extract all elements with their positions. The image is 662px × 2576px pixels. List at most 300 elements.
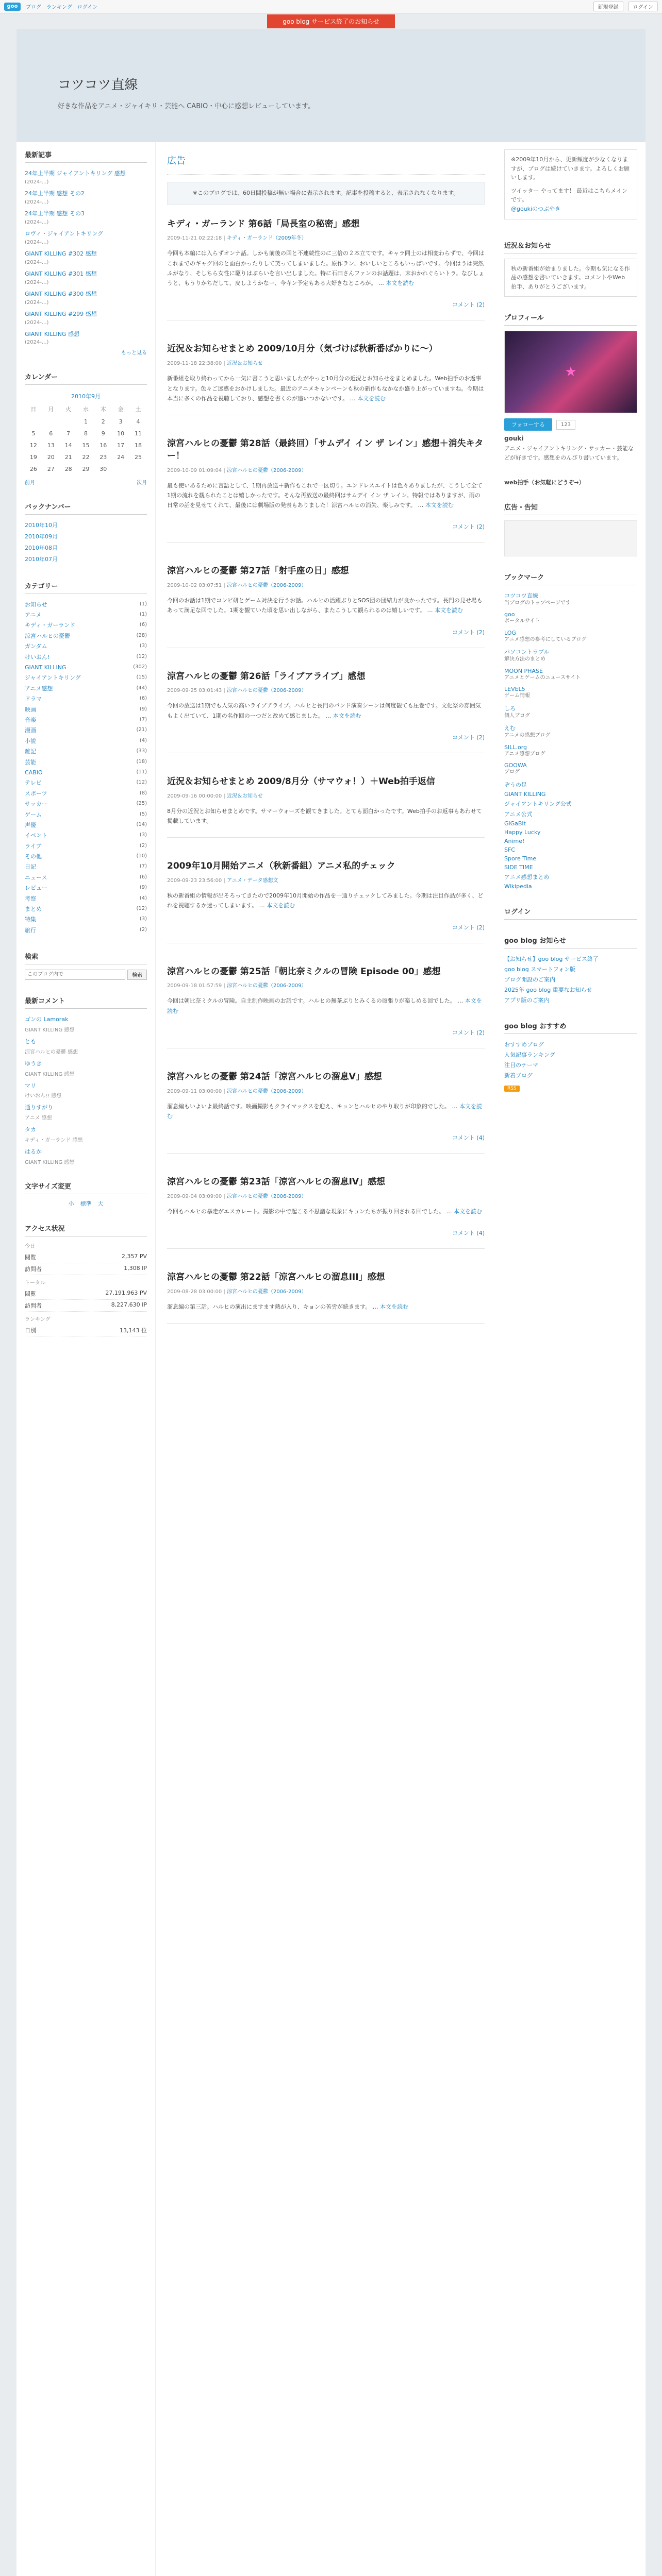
calendar-day[interactable]: 5 bbox=[31, 430, 36, 437]
post-category[interactable]: 涼宮ハルヒの憂鬱（2006-2009） bbox=[226, 1289, 307, 1295]
category-link[interactable]: 雑記 bbox=[25, 748, 36, 755]
calendar-day[interactable]: 4 bbox=[136, 418, 140, 426]
post-meta: 2009-09-25 03:01:43 | 涼宮ハルヒの憂鬱（2006-2009） bbox=[167, 688, 307, 694]
fontsize-large[interactable]: 大 bbox=[97, 1200, 104, 1208]
category-link[interactable]: アニメ感想 bbox=[25, 685, 53, 692]
post-meta: 2009-09-04 03:09:00 | 涼宮ハルヒの憂鬱（2006-2009） bbox=[167, 1193, 307, 1199]
service-end-banner[interactable]: goo blog サービス終了のお知らせ bbox=[267, 14, 394, 28]
category-link[interactable]: 考察 bbox=[25, 895, 36, 902]
post-date: 2009-11-21 02:22:18 bbox=[167, 235, 222, 242]
category-item bbox=[25, 925, 147, 935]
bookmark-link[interactable]: MOON PHASE bbox=[504, 667, 543, 674]
goo-news-link[interactable]: 【お知らせ】goo blog サービス終了 bbox=[504, 955, 599, 962]
category-link[interactable]: テレビ bbox=[25, 779, 42, 787]
bookmark-link[interactable]: goo bbox=[504, 611, 515, 618]
sidebar-link[interactable]: GiGaBit bbox=[504, 820, 526, 827]
goo-reco-link[interactable]: 人気記事ランキング bbox=[504, 1051, 555, 1058]
post-entry bbox=[167, 1071, 485, 1154]
goo-reco-link[interactable]: おすすめブログ bbox=[504, 1041, 544, 1048]
goo-reco-link[interactable]: 注目のテーマ bbox=[504, 1061, 538, 1069]
read-more-link[interactable]: 本文を読む bbox=[333, 712, 361, 719]
sidebar-link[interactable]: Wikipedia bbox=[504, 883, 532, 890]
category-item bbox=[25, 747, 147, 757]
category-link[interactable]: 特集 bbox=[25, 916, 36, 923]
bookmark-link[interactable]: パソコントラブル bbox=[504, 649, 550, 656]
category-link[interactable]: 映画 bbox=[25, 706, 36, 713]
category-link[interactable]: サッカー bbox=[25, 801, 47, 808]
category-link[interactable]: GIANT KILLING bbox=[25, 664, 67, 671]
calendar-day[interactable]: 8 bbox=[84, 430, 88, 437]
login-section bbox=[504, 906, 637, 920]
post-entry bbox=[167, 671, 485, 753]
category-count: (1) bbox=[139, 601, 147, 607]
calendar-title: カレンダー bbox=[25, 371, 147, 385]
category-count: (28) bbox=[136, 632, 147, 638]
calendar-day[interactable]: 3 bbox=[119, 418, 123, 426]
search-button[interactable]: 検索 bbox=[127, 970, 147, 980]
bookmark-link[interactable]: LEVEL5 bbox=[504, 686, 525, 693]
bookmark-link[interactable]: しろ bbox=[504, 705, 516, 712]
access-row: 閲覧 27,191,963 PV bbox=[25, 1288, 147, 1300]
post-category[interactable]: キディ・ガーランド（2009年冬） bbox=[226, 235, 307, 242]
category-link[interactable]: 旅行 bbox=[25, 926, 36, 934]
read-more-link[interactable]: 本文を読む bbox=[454, 1208, 483, 1215]
category-link[interactable]: 小説 bbox=[25, 737, 36, 744]
post-date: 2009-09-16 00:00:00 bbox=[167, 793, 222, 799]
goo-reco-title: goo blog おすすめ bbox=[504, 1021, 637, 1034]
post-date: 2009-08-28 03:00:00 bbox=[167, 1289, 222, 1295]
bookmark-desc: アニメ感想ブログ bbox=[504, 751, 545, 757]
near-section bbox=[504, 240, 637, 297]
recent-post-date: (2024-...) bbox=[25, 219, 49, 225]
bookmark-desc: ポータルサイト bbox=[504, 618, 540, 624]
sidebar-link[interactable]: SIDE TIME bbox=[504, 863, 533, 871]
calendar-day[interactable]: 21 bbox=[64, 454, 72, 461]
topbar-link-blog[interactable]: ブログ bbox=[26, 5, 41, 10]
post-body: 新番組を取り終わってから一気に書こうと思いましたがやっと10月分の近況とお知らせをまとめました。Web拍手のお返事となります。色々ご迷惑をおかけしました。最近のアニメキャンペーンも秋の新作もなかなか盛り上がっていますね。今期は本当に多くの作品を視聴しており、感想を書くのが追いつかないです。 … 本文を読む bbox=[167, 375, 484, 402]
read-more-link[interactable]: 本文を読む bbox=[386, 280, 415, 287]
calendar-day[interactable]: 11 bbox=[135, 430, 142, 437]
category-item bbox=[25, 736, 147, 746]
calendar-day[interactable]: 1 bbox=[84, 418, 88, 426]
category-item bbox=[25, 663, 147, 673]
blog-header bbox=[16, 29, 646, 142]
categories bbox=[25, 581, 147, 936]
category-item bbox=[25, 862, 147, 872]
recent-post-link[interactable]: GIANT KILLING #302 感想 bbox=[25, 250, 97, 257]
category-link[interactable]: ジャイアントキリング bbox=[25, 674, 81, 682]
category-count: (33) bbox=[136, 748, 147, 754]
calendar-day[interactable]: 2 bbox=[101, 418, 105, 426]
calendar-day[interactable]: 19 bbox=[29, 454, 37, 461]
post-entry bbox=[167, 966, 485, 1048]
post-excerpt: 秋の新番組の情報が出そろってきたので2009年10月開始の作品を一通りチェックしてみました。今期は注目作品が多く、どれを視聴するか迷ってしまいます。 bbox=[167, 892, 484, 909]
calendar-weekday: 火 bbox=[65, 406, 72, 413]
read-more-link[interactable]: 本文を読む bbox=[167, 1103, 482, 1120]
category-link[interactable]: 音楽 bbox=[25, 716, 36, 723]
post-title[interactable]: 近況＆お知らせまとめ 2009/8月分（サマウォ！）＋Web拍手返信 bbox=[167, 776, 435, 787]
comment-count-link[interactable]: コメント (4) bbox=[452, 1134, 485, 1142]
profile-title: プロフィール bbox=[504, 312, 637, 326]
comment-author[interactable]: はるか bbox=[25, 1148, 42, 1156]
recent-comments bbox=[25, 995, 147, 1166]
post-title[interactable]: 涼宮ハルヒの憂鬱 第22話「涼宮ハルヒの溜息III」感想 bbox=[167, 1272, 385, 1283]
recent-post-link[interactable]: 24年上半期 感想 その2 bbox=[25, 190, 85, 197]
main-content bbox=[156, 142, 496, 2576]
post-title[interactable]: 2009年10月開始アニメ（秋新番組）アニメ私的チェック bbox=[167, 861, 395, 872]
profile bbox=[504, 312, 637, 462]
post-body: 今回は朝比奈ミクルの冒険。自主制作映画のお話です。ハルヒの無茶ぶりとみくるの頑張りが楽しめる回でした。 … 本文を読む bbox=[167, 997, 482, 1014]
category-link[interactable]: CABIO bbox=[25, 769, 43, 776]
calendar-day[interactable]: 23 bbox=[100, 454, 107, 461]
post-entry bbox=[167, 1176, 485, 1249]
post-category[interactable]: 涼宮ハルヒの憂鬱（2006-2009） bbox=[226, 1088, 307, 1094]
calendar-day[interactable]: 16 bbox=[100, 442, 107, 449]
calendar-weekday: 水 bbox=[82, 406, 89, 413]
comment-author[interactable]: ゴンの Lamorak bbox=[25, 1015, 69, 1023]
backnumber-link[interactable]: 2010年07月 bbox=[25, 556, 58, 563]
goo-reco-link[interactable]: 新着ブログ bbox=[504, 1072, 533, 1079]
read-more-link[interactable]: 本文を読む bbox=[167, 997, 482, 1014]
post-date: 2009-10-02 03:07:51 bbox=[167, 583, 222, 589]
post-title[interactable]: 涼宮ハルヒの憂鬱 第24話「涼宮ハルヒの溜息V」感想 bbox=[167, 1071, 382, 1082]
category-count: (25) bbox=[136, 801, 147, 807]
read-more-link[interactable]: 本文を読む bbox=[357, 395, 386, 402]
follow-count: 123 bbox=[556, 420, 575, 430]
sidebar-link[interactable]: SFC bbox=[504, 846, 515, 853]
recent-post-date: (2024-...) bbox=[25, 279, 49, 285]
calendar-day[interactable]: 15 bbox=[82, 442, 90, 449]
category-count: (12) bbox=[136, 906, 147, 912]
category-count: (6) bbox=[139, 696, 147, 702]
backnumber-list bbox=[25, 520, 147, 565]
read-more-link[interactable]: 本文を読む bbox=[425, 502, 454, 509]
sidebar-link[interactable]: GIANT KILLING bbox=[504, 790, 546, 798]
post-title[interactable]: 涼宮ハルヒの憂鬱 第25話「朝比奈ミクルの冒険 Episode 00」感想 bbox=[167, 966, 441, 977]
left-sidebar bbox=[16, 142, 156, 2576]
fontsize-normal[interactable]: 標準 bbox=[80, 1200, 92, 1208]
category-count: (15) bbox=[136, 674, 147, 681]
category-item bbox=[25, 620, 147, 631]
category-list bbox=[25, 599, 147, 936]
comment-author[interactable]: とも bbox=[25, 1038, 36, 1045]
post-comments bbox=[167, 1229, 485, 1237]
category-link[interactable]: 日記 bbox=[25, 863, 36, 871]
bookmark-desc: 解決方法のまとめ bbox=[504, 656, 545, 663]
post-meta: 2009-10-02 03:07:51 | 涼宮ハルヒの憂鬱（2006-2009） bbox=[167, 583, 307, 589]
twitter-link[interactable]: @goukiのつぶやき bbox=[511, 205, 561, 212]
category-count: (3) bbox=[139, 916, 147, 922]
post-entry bbox=[167, 438, 485, 543]
access-row: 閲覧 2,357 PV bbox=[25, 1251, 147, 1263]
bookmark-desc: 個人ブログ bbox=[504, 713, 530, 719]
topbar-link-ranking[interactable]: ランキング bbox=[46, 5, 72, 10]
post-date: 2009-09-11 03:00:00 bbox=[167, 1088, 222, 1094]
category-link[interactable]: まとめ bbox=[25, 906, 42, 913]
category-item bbox=[25, 673, 147, 683]
post-title[interactable]: キディ・ガーランド 第6話「局長室の秘密」感想 bbox=[167, 218, 360, 229]
post-title[interactable]: 涼宮ハルヒの憂鬱 第28話（最終回）「サムデイ イン ザ レイン」感想＋消失キター！ bbox=[167, 438, 484, 461]
category-count: (7) bbox=[139, 716, 147, 722]
read-more-link[interactable]: 本文を読む bbox=[435, 607, 464, 614]
category-count: (302) bbox=[133, 664, 147, 670]
comment-target: アニメ 感想 bbox=[25, 1115, 52, 1122]
calendar-day[interactable]: 28 bbox=[64, 466, 72, 473]
calendar-day bbox=[42, 416, 60, 428]
post-category[interactable]: 涼宮ハルヒの憂鬱（2006-2009） bbox=[226, 467, 307, 473]
calendar-day[interactable]: 7 bbox=[67, 430, 71, 437]
goo-news bbox=[504, 935, 637, 1005]
recent-post-date: (2024-...) bbox=[25, 179, 49, 185]
category-link[interactable]: ライブ bbox=[25, 842, 42, 850]
backnumber-link[interactable]: 2010年10月 bbox=[25, 522, 58, 529]
category-count: (11) bbox=[136, 769, 147, 775]
comment-author[interactable]: タカ bbox=[25, 1126, 36, 1133]
intro-box bbox=[504, 149, 637, 219]
category-item bbox=[25, 631, 147, 641]
category-link[interactable]: 涼宮ハルヒの憂鬱 bbox=[25, 632, 70, 639]
login-title: ログイン bbox=[504, 906, 637, 920]
category-link[interactable]: ガンダム bbox=[25, 643, 47, 650]
post-date: 2009-09-18 01:57:59 bbox=[167, 983, 222, 989]
backnumber-link[interactable]: 2010年08月 bbox=[25, 545, 58, 552]
access-title: アクセス状況 bbox=[25, 1223, 147, 1236]
comment-count-link[interactable]: コメント (4) bbox=[452, 1230, 485, 1237]
comment-count-link[interactable]: コメント (2) bbox=[452, 924, 485, 931]
right-sidebar bbox=[496, 142, 646, 2576]
access-row: 日別 13,143 位 bbox=[25, 1325, 147, 1336]
recent-post-link[interactable]: GIANT KILLING #299 感想 bbox=[25, 310, 97, 317]
recent-post-link[interactable]: 24年上半期 感想 その3 bbox=[25, 210, 85, 217]
bookmark-link[interactable]: えむ bbox=[504, 725, 516, 732]
post-category[interactable]: 近況＆お知らせ bbox=[226, 793, 263, 799]
category-link[interactable]: レビュー bbox=[25, 885, 47, 892]
post-date: 2009-10-09 01:09:04 bbox=[167, 467, 222, 473]
post-title[interactable]: 近況＆お知らせまとめ 2009/10月分（気づけば秋新番ばかりに〜） bbox=[167, 344, 438, 354]
goo-news-link[interactable]: 2025年 goo blog 重要なお知らせ bbox=[504, 986, 592, 993]
category-link[interactable]: 芸能 bbox=[25, 758, 36, 766]
category-count: (21) bbox=[136, 727, 147, 733]
calendar-day[interactable]: 27 bbox=[47, 466, 55, 473]
bookmark-link[interactable]: GOOWA bbox=[504, 762, 527, 769]
blog-title[interactable]: コツコツ直線 bbox=[58, 77, 138, 93]
category-count: (12) bbox=[136, 779, 147, 786]
category-item bbox=[25, 715, 147, 725]
calendar-day bbox=[25, 416, 42, 428]
category-link[interactable]: その他 bbox=[25, 853, 42, 860]
recent-post-date: (2024-...) bbox=[25, 199, 49, 205]
calendar-next[interactable]: 次月 bbox=[137, 480, 147, 486]
bookmark-desc: アニメ感想の参考にしているブログ bbox=[504, 636, 587, 642]
search-title: 検索 bbox=[25, 951, 147, 964]
post-excerpt: 新番組を取り終わってから一気に書こうと思いましたがやっと10月分の近況とお知らせをまとめました。Web拍手のお返事となります。色々ご迷惑をおかけしました。最近のアニメキャンペーンも秋の新作もなかなか盛り上がっていますね。今期は本当に多くの作品を視聴しており、感想を書くのが追いつかないです。 bbox=[167, 375, 484, 402]
category-count: (44) bbox=[136, 685, 147, 691]
post-category[interactable]: 涼宮ハルヒの憂鬱（2006-2009） bbox=[226, 688, 307, 694]
post-category[interactable]: 涼宮ハルヒの憂鬱（2006-2009） bbox=[226, 983, 307, 989]
category-item bbox=[25, 852, 147, 862]
recent-posts-list bbox=[25, 168, 147, 345]
read-more-link[interactable]: 本文を読む bbox=[380, 1303, 409, 1310]
comment-target: GIANT KILLING 感想 bbox=[25, 1027, 75, 1033]
post-meta: 2009-09-23 23:56:00 | アニメ・データ感想文 bbox=[167, 878, 278, 884]
recent-posts-title: 最新記事 bbox=[25, 149, 147, 163]
fontsize-title: 文字サイズ変更 bbox=[25, 1181, 147, 1194]
inactive-notice: ※このブログでは、60日間投稿が無い場合に表示されます。記事を投稿すると、表示されなくなります。 bbox=[167, 182, 485, 205]
category-link[interactable]: ドラマ bbox=[25, 696, 42, 703]
calendar-weekday: 金 bbox=[118, 406, 124, 413]
calendar-day[interactable]: 29 bbox=[82, 466, 90, 473]
main-layout bbox=[16, 142, 646, 2576]
post-date: 2009-09-04 03:09:00 bbox=[167, 1193, 222, 1199]
category-count: (4) bbox=[139, 895, 147, 901]
bookmark-link[interactable]: コツコツ直線 bbox=[504, 592, 538, 599]
comment-count-link[interactable]: コメント (2) bbox=[452, 523, 485, 531]
post-comments bbox=[167, 300, 485, 309]
register-button[interactable]: 新規登録 bbox=[593, 2, 623, 11]
comment-target: 涼宮ハルヒの憂鬱 感想 bbox=[25, 1049, 78, 1055]
post-title[interactable]: 涼宮ハルヒの憂鬱 第27話「射手座の日」感想 bbox=[167, 566, 349, 577]
post-body: 今回のお話は1期でコンピ研とゲーム対決を行うお話。ハルヒの活躍ぶりとSOS団の団結力が良かったです。長門の見せ場もあって満足な回でした。1期を観ていた頃を思い出しながら、またこうして観られるのは嬉しいです。 … 本文を読む bbox=[167, 597, 483, 614]
recent-post-link[interactable]: 24年上半期 ジャイアントキリング 感想 bbox=[25, 170, 126, 177]
post-title[interactable]: 涼宮ハルヒの憂鬱 第26話「ライブアライブ」感想 bbox=[167, 671, 366, 682]
calendar-day[interactable]: 22 bbox=[82, 454, 90, 461]
sidebar-link[interactable]: アニメ感想まとめ bbox=[504, 873, 550, 880]
topbar-link-login[interactable]: ログイン bbox=[77, 5, 98, 10]
post-category[interactable]: アニメ・データ感想文 bbox=[226, 878, 278, 884]
bookmark-title: ブックマーク bbox=[504, 572, 637, 585]
calendar-prev[interactable]: 前月 bbox=[25, 480, 35, 486]
calendar-day[interactable]: 9 bbox=[101, 430, 105, 437]
post-entry bbox=[167, 776, 485, 838]
category-link[interactable]: お知らせ bbox=[25, 601, 47, 608]
recent-post-link[interactable]: ロヴィ・ジャイアントキリング bbox=[25, 230, 104, 237]
star-icon: ★ bbox=[565, 364, 577, 380]
calendar-day[interactable]: 25 bbox=[135, 454, 142, 461]
post-category[interactable]: 涼宮ハルヒの憂鬱（2006-2009） bbox=[226, 1193, 307, 1199]
calendar-day[interactable]: 20 bbox=[47, 454, 55, 461]
read-more-link[interactable]: 本文を読む bbox=[267, 902, 295, 909]
calendar-day[interactable]: 30 bbox=[100, 466, 107, 473]
category-count: (14) bbox=[136, 821, 147, 827]
comment-author[interactable]: 通りすがり bbox=[25, 1104, 53, 1111]
comment-count-link[interactable]: コメント (2) bbox=[452, 629, 485, 636]
post-meta: 2009-11-21 02:22:18 | キディ・ガーランド（2009年冬） bbox=[167, 235, 307, 242]
profile-name: gouki bbox=[504, 435, 524, 443]
category-item bbox=[25, 831, 147, 841]
bookmark-desc: アニメとゲームのニュースサイト bbox=[504, 674, 581, 681]
calendar-day[interactable]: 12 bbox=[29, 442, 37, 449]
top-bar bbox=[0, 0, 662, 13]
calendar-day[interactable]: 18 bbox=[135, 442, 142, 449]
webclap-label[interactable]: web拍手（お気軽にどうぞ→） bbox=[504, 479, 585, 486]
category-link[interactable]: 声優 bbox=[25, 821, 36, 828]
calendar-day[interactable]: 10 bbox=[117, 430, 125, 437]
category-item bbox=[25, 757, 147, 767]
post-entry bbox=[167, 860, 485, 943]
sidebar-link[interactable]: アニメ公式 bbox=[504, 810, 533, 818]
category-link[interactable]: イベント bbox=[25, 832, 47, 839]
category-count: (3) bbox=[139, 643, 147, 649]
calendar-day[interactable]: 26 bbox=[29, 466, 37, 473]
access-row: 訪問者 1,308 IP bbox=[25, 1263, 147, 1275]
fontsize-small[interactable]: 小 bbox=[68, 1200, 74, 1208]
post-meta: 2009-09-11 03:00:00 | 涼宮ハルヒの憂鬱（2006-2009） bbox=[167, 1088, 307, 1094]
search-input[interactable] bbox=[25, 970, 125, 980]
post-title[interactable]: 涼宮ハルヒの憂鬱 第23話「涼宮ハルヒの溜息IV」感想 bbox=[167, 1177, 386, 1188]
calendar-weekday: 日 bbox=[30, 406, 37, 413]
bookmark-link[interactable]: SILL.org bbox=[504, 743, 527, 751]
post-category[interactable]: 涼宮ハルヒの憂鬱（2006-2009） bbox=[226, 583, 307, 589]
blog-description: 好きな作品をアニメ・ジャイキリ・芸能へ CABIO・中心に感想レビューしています。 bbox=[58, 103, 315, 110]
category-link[interactable]: 漫画 bbox=[25, 727, 36, 734]
goo-news-link[interactable]: ブログ開設のご案内 bbox=[504, 976, 555, 983]
login-button[interactable]: ログイン bbox=[628, 2, 658, 11]
recent-more-link[interactable]: もっと見る bbox=[121, 350, 147, 357]
calendar-caption: 2010年9月 bbox=[71, 393, 101, 400]
comment-count-link[interactable]: コメント (2) bbox=[452, 734, 485, 741]
post-category[interactable]: 近況＆お知らせ bbox=[226, 361, 263, 367]
bookmark-link[interactable]: LOG bbox=[504, 629, 516, 636]
category-item bbox=[25, 610, 147, 620]
recent-post-link[interactable]: GIANT KILLING 感想 bbox=[25, 330, 79, 337]
top-ad-link[interactable]: 広告 bbox=[167, 156, 186, 166]
recent-post-date: (2024-...) bbox=[25, 259, 49, 265]
recent-post-link[interactable]: GIANT KILLING #300 感想 bbox=[25, 290, 97, 297]
category-link[interactable]: スポーツ bbox=[25, 790, 47, 797]
calendar-day[interactable]: 6 bbox=[49, 430, 53, 437]
follow-button[interactable]: フォローする bbox=[504, 418, 552, 431]
comment-author[interactable]: ゆうき bbox=[25, 1060, 42, 1067]
sidebar-link[interactable]: ジャイアントキリング公式 bbox=[504, 800, 572, 807]
rss-badge[interactable]: RSS bbox=[504, 1086, 520, 1092]
comments-title: 最新コメント bbox=[25, 995, 147, 1009]
goo-news-link[interactable]: アプリ版のご案内 bbox=[504, 996, 550, 1004]
goo-news-link[interactable]: goo blog スマートフォン版 bbox=[504, 965, 576, 973]
calendar-day[interactable]: 24 bbox=[117, 454, 125, 461]
category-link[interactable]: けいおん! bbox=[25, 653, 50, 660]
comment-count-link[interactable]: コメント (2) bbox=[452, 1029, 485, 1036]
sidebar-link[interactable]: Anime! bbox=[504, 837, 525, 844]
sidebar-link[interactable]: ぞうの足 bbox=[504, 781, 527, 788]
category-link[interactable]: キディ・ガーランド bbox=[25, 622, 76, 629]
category-link[interactable]: ニュース bbox=[25, 874, 47, 881]
near-title: 近況＆お知らせ bbox=[504, 240, 637, 253]
goo-logo[interactable]: goo bbox=[4, 3, 21, 11]
backnumber-link[interactable]: 2010年09月 bbox=[25, 533, 58, 540]
sidebar-link[interactable]: Spore Time bbox=[504, 855, 537, 862]
goo-reco-list bbox=[504, 1039, 637, 1080]
calendar-day[interactable]: 14 bbox=[64, 442, 72, 449]
calendar bbox=[25, 371, 147, 486]
category-link[interactable]: ゲーム bbox=[25, 811, 42, 818]
calendar-day[interactable]: 17 bbox=[117, 442, 125, 449]
comment-count-link[interactable]: コメント (2) bbox=[452, 301, 485, 309]
recent-post-link[interactable]: GIANT KILLING #301 感想 bbox=[25, 270, 97, 277]
ad-banner[interactable] bbox=[504, 520, 637, 556]
category-link[interactable]: アニメ bbox=[25, 612, 42, 619]
calendar-day[interactable]: 13 bbox=[47, 442, 55, 449]
access-label-today: 今日 bbox=[25, 1244, 35, 1250]
category-item bbox=[25, 767, 147, 777]
post-meta: 2009-10-09 01:09:04 | 涼宮ハルヒの憂鬱（2006-2009） bbox=[167, 467, 307, 473]
comment-author[interactable]: マリ bbox=[25, 1082, 36, 1089]
bookmark-desc: 当ブログのトップページです bbox=[504, 600, 571, 606]
post-body: 溜息編の第三話。ハルヒの演出にますます熱が入り、キョンの苦労が続きます。 … 本文を読む bbox=[167, 1303, 409, 1310]
blog-search bbox=[25, 951, 147, 980]
access-label-ranking: ランキング bbox=[25, 1317, 51, 1323]
sidebar-link[interactable]: Happy Lucky bbox=[504, 828, 541, 836]
calendar-weekday: 月 bbox=[48, 406, 54, 413]
